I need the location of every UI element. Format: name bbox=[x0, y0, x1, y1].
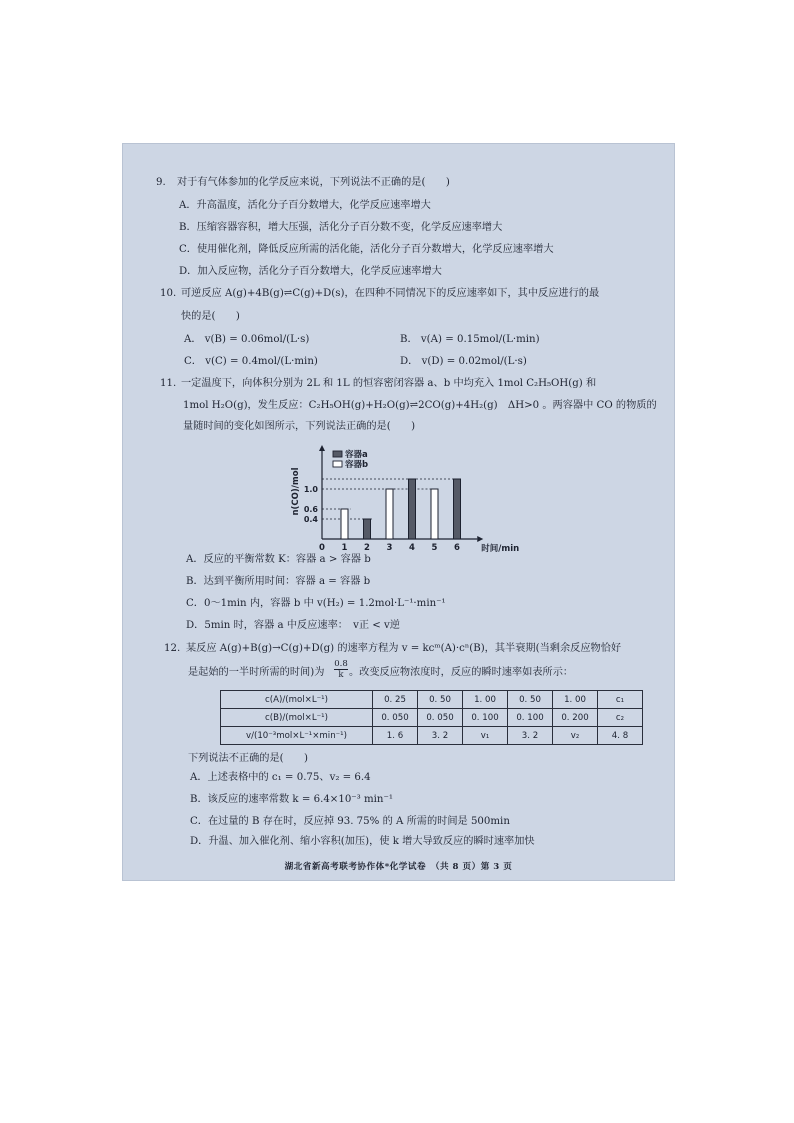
exam-page bbox=[122, 143, 675, 881]
table-cell: c(B)/(mol×L⁻¹) bbox=[221, 709, 373, 727]
q10-option-c: C． v(C) = 0.4mol/(L·min) bbox=[184, 356, 318, 367]
q12-after-table: 下列说法不正确的是( ) bbox=[188, 753, 309, 764]
table-cell: c(A)/(mol×L⁻¹) bbox=[221, 691, 373, 709]
bar-container-b bbox=[341, 509, 348, 539]
half-life-fraction-numerator: 0.8 bbox=[334, 659, 348, 669]
q12-option-a: A．上述表格中的 c₁ = 0.75、v₂ = 6.4 bbox=[190, 772, 371, 783]
x-tick-label: 2 bbox=[364, 543, 370, 553]
q9-option-b: B．压缩容器容积，增大压强，活化分子百分数不变，化学反应速率增大 bbox=[179, 222, 503, 233]
y-tick-label: 1.0 bbox=[303, 485, 318, 494]
x-tick-label: 6 bbox=[454, 543, 460, 553]
q11-stem-line3: 量随时间的变化如图所示，下列说法正确的是( ) bbox=[183, 421, 416, 432]
q11-number: 11. bbox=[160, 378, 177, 389]
table-cell: v₂ bbox=[553, 727, 598, 745]
q12-stem-line2a: 是起始的一半时所需的时间)为 bbox=[188, 667, 325, 678]
table-row bbox=[221, 709, 643, 727]
table-row bbox=[221, 691, 643, 709]
q11-stem-line1: 一定温度下，向体积分别为 2L 和 1L 的恒容密闭容器 a、b 中均充入 1mol C₂H₅OH(g) 和 bbox=[181, 378, 597, 389]
table-cell: c₂ bbox=[598, 709, 643, 727]
legend-swatch-b bbox=[333, 461, 342, 467]
y-axis-arrow bbox=[319, 445, 325, 451]
x-tick-label: 4 bbox=[409, 543, 415, 553]
x-tick-label: 5 bbox=[431, 543, 438, 553]
table-cell: 4. 8 bbox=[598, 727, 643, 745]
q11-stem-line2: 1mol H₂O(g)，发生反应：C₂H₅OH(g)+H₂O(g)⇌2CO(g)+4H₂(g) ΔH>0 。两容器中 CO 的物质的 bbox=[183, 400, 657, 411]
q9-stem: 对于有气体参加的化学反应来说，下列说法不正确的是( ) bbox=[177, 177, 450, 188]
q10-option-a: A． v(B) = 0.06mol/(L·s) bbox=[184, 334, 310, 345]
table-cell: v₁ bbox=[463, 727, 508, 745]
q9-option-a: A．升高温度，活化分子百分数增大，化学反应速率增大 bbox=[179, 200, 431, 211]
y-tick-label: 0.6 bbox=[303, 505, 318, 514]
q11-option-a: A．反应的平衡常数 K：容器 a > 容器 b bbox=[186, 554, 371, 565]
q9-option-c: C．使用催化剂，降低反应所需的活化能，活化分子百分数增大，化学反应速率增大 bbox=[179, 244, 554, 255]
q12-stem-line1: 某反应 A(g)+B(g)→C(g)+D(g) 的速率方程为 v = kcᵐ(A)·cⁿ(B)，其半衰期(当剩余反应物恰好 bbox=[186, 643, 622, 654]
legend-label-b: 容器b bbox=[345, 460, 369, 470]
x-axis-arrow bbox=[477, 536, 483, 542]
x-tick-label: 3 bbox=[386, 543, 393, 553]
table-cell: 1. 00 bbox=[553, 691, 598, 709]
q9-number: 9. bbox=[156, 177, 166, 188]
q11-option-b: B．达到平衡所用时间：容器 a = 容器 b bbox=[186, 576, 371, 587]
bar-container-b bbox=[386, 489, 393, 539]
table-cell: 3. 2 bbox=[418, 727, 463, 745]
y-tick-label: 0.4 bbox=[303, 515, 318, 524]
legend-label-a: 容器a bbox=[345, 450, 368, 460]
x-axis-label: 时间/min bbox=[481, 544, 520, 554]
table-cell: c₁ bbox=[598, 691, 643, 709]
q11-option-d: D．5min 时，容器 a 中反应速率： v正 < v逆 bbox=[186, 620, 400, 631]
bar-container-a bbox=[454, 479, 461, 539]
q10-option-b: B． v(A) = 0.15mol/(L·min) bbox=[400, 334, 540, 345]
table-cell: 0. 50 bbox=[508, 691, 553, 709]
page-footer: 湖北省新高考联考协作体*化学试卷 （共 8 页）第 3 页 bbox=[284, 862, 513, 872]
q12-option-c: C．在过量的 B 存在时，反应掉 93. 75% 的 A 所需的时间是 500min bbox=[190, 816, 510, 827]
table-cell: 1. 6 bbox=[373, 727, 418, 745]
q10-option-d: D． v(D) = 0.02mol/(L·s) bbox=[400, 356, 527, 367]
table-cell: v/(10⁻³mol×L⁻¹×min⁻¹) bbox=[221, 727, 373, 745]
legend-swatch-a bbox=[333, 451, 342, 457]
table-cell: 0. 50 bbox=[418, 691, 463, 709]
q12-option-d: D．升温、加入催化剂、缩小容积(加压)，使 k 增大导致反应的瞬时速率加快 bbox=[190, 836, 535, 847]
x-tick-label: 0 bbox=[319, 543, 325, 553]
y-axis-label: n(CO)/mol bbox=[291, 467, 301, 516]
x-tick-label: 1 bbox=[341, 543, 348, 553]
co-amount-bar-chart bbox=[282, 443, 520, 554]
table-row bbox=[221, 727, 643, 745]
table-cell: 0. 100 bbox=[463, 709, 508, 727]
q12-option-b: B．该反应的速率常数 k = 6.4×10⁻³ min⁻¹ bbox=[190, 794, 393, 805]
bar-container-a bbox=[364, 519, 371, 539]
table-cell: 0. 100 bbox=[508, 709, 553, 727]
q12-number: 12. bbox=[164, 643, 181, 654]
table-cell: 3. 2 bbox=[508, 727, 553, 745]
q12-stem-line2b: 。改变反应物浓度时，反应的瞬时速率如表所示： bbox=[349, 667, 574, 678]
q10-stem-line2: 快的是( ) bbox=[181, 311, 240, 322]
q10-number: 10. bbox=[160, 288, 177, 299]
q9-option-d: D．加入反应物，活化分子百分数增大，化学反应速率增大 bbox=[179, 266, 442, 277]
table-cell: 0. 200 bbox=[553, 709, 598, 727]
half-life-fraction-denominator: k bbox=[338, 670, 344, 680]
bar-container-a bbox=[409, 479, 416, 539]
table-cell: 0. 050 bbox=[373, 709, 418, 727]
rate-data-table bbox=[220, 690, 643, 745]
table-cell: 1. 00 bbox=[463, 691, 508, 709]
table-cell: 0. 050 bbox=[418, 709, 463, 727]
table-cell: 0. 25 bbox=[373, 691, 418, 709]
q10-stem-line1: 可逆反应 A(g)+4B(g)⇌C(g)+D(s)，在四种不同情况下的反应速率如下，其中反应进行的最 bbox=[181, 288, 600, 299]
bar-container-b bbox=[431, 489, 438, 539]
q11-option-c: C．0～1min 内，容器 b 中 v(H₂) = 1.2mol·L⁻¹·min⁻¹ bbox=[186, 598, 446, 609]
